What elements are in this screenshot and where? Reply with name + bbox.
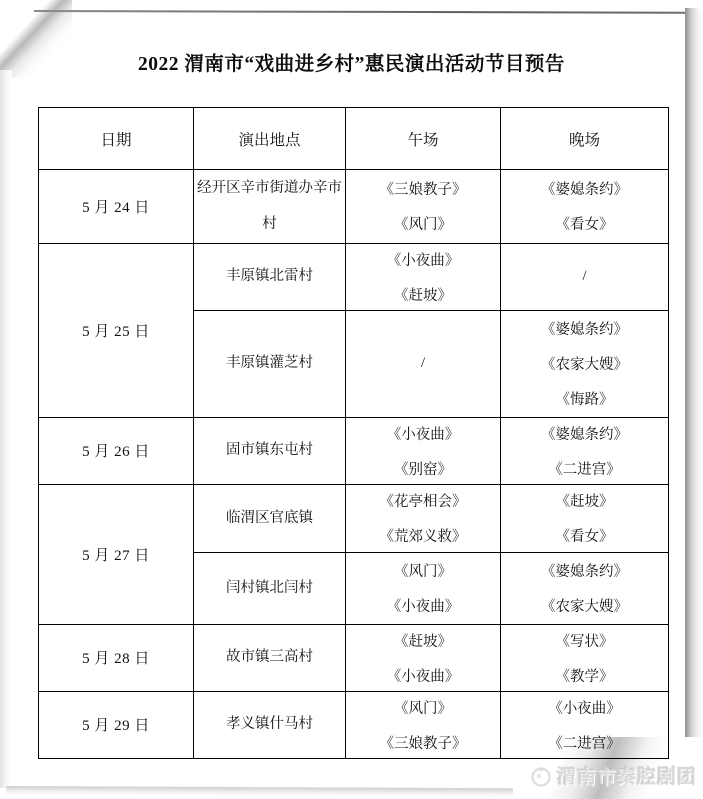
program-list xyxy=(501,178,668,234)
program-list xyxy=(346,249,500,305)
evening-program-cell xyxy=(501,310,669,417)
program-list xyxy=(346,630,500,686)
column-header: 午场 xyxy=(346,108,501,170)
program-list xyxy=(346,423,500,479)
program-title: 《风门》 xyxy=(394,217,452,234)
program-title: 《三娘教子》 xyxy=(379,182,467,199)
venue-cell: 闫村镇北闫村 xyxy=(194,552,346,624)
troupe-logo-icon xyxy=(529,764,553,788)
venue-cell: 经开区辛市街道办辛市村 xyxy=(194,170,346,244)
evening-program-cell xyxy=(501,243,669,310)
venue-cell: 孝义镇什马村 xyxy=(194,691,346,758)
venue-cell: 故市镇三高村 xyxy=(194,624,346,691)
program-title: 《二进宫》 xyxy=(548,735,621,752)
program-list xyxy=(501,423,668,479)
table-row xyxy=(39,624,669,691)
noon-program-cell xyxy=(346,552,501,624)
program-title: 《小夜曲》 xyxy=(386,668,460,685)
table-row xyxy=(39,170,669,244)
date-cell: 5 月 27 日 xyxy=(39,484,194,624)
paper-shadow-left xyxy=(0,70,12,788)
evening-program-cell xyxy=(501,417,669,484)
date-cell: 5 月 28 日 xyxy=(39,624,194,691)
program-title: 《风门》 xyxy=(394,700,452,717)
program-title: 《看女》 xyxy=(555,217,614,234)
program-title: 《写状》 xyxy=(555,633,614,650)
program-list xyxy=(346,560,500,616)
program-title: 《婆媳条约》 xyxy=(541,426,628,443)
program-title: 《小夜曲》 xyxy=(386,426,460,443)
program-title: 《荒郊义救》 xyxy=(379,529,467,545)
program-title: 《小夜曲》 xyxy=(386,252,460,269)
evening-program-cell xyxy=(501,691,669,758)
program-title: 《教学》 xyxy=(555,668,614,685)
program-title: 《农家大嫂》 xyxy=(541,599,628,615)
program-title: 《看女》 xyxy=(555,529,614,545)
column-header: 演出地点 xyxy=(194,108,346,170)
paper-shadow-bottom xyxy=(6,786,536,797)
noon-program-cell xyxy=(346,417,501,484)
table-header-row xyxy=(39,108,669,170)
program-title: 《二进宫》 xyxy=(548,461,621,478)
program-list xyxy=(501,560,668,616)
table-row xyxy=(39,417,669,484)
evening-program-cell xyxy=(501,484,669,552)
date-cell: 5 月 24 日 xyxy=(39,170,194,244)
evening-program-cell xyxy=(501,624,669,691)
paper-shadow-right xyxy=(685,8,703,772)
program-title: 《别窑》 xyxy=(394,461,452,478)
schedule-table-body xyxy=(39,170,669,759)
program-title: 《婆媳条约》 xyxy=(541,182,628,199)
date-cell: 5 月 29 日 xyxy=(39,691,194,758)
column-header: 日期 xyxy=(39,108,194,170)
table-row xyxy=(39,243,669,310)
noon-program-cell xyxy=(346,484,501,552)
program-title: 《赶坡》 xyxy=(555,494,614,510)
noon-program-cell xyxy=(346,691,501,758)
watermark-text: 渭南市秦腔剧团 xyxy=(556,767,697,788)
column-header: 晚场 xyxy=(501,108,669,170)
paper-edge-top xyxy=(34,10,686,14)
evening-program-cell xyxy=(501,170,669,244)
program-title: 《小夜曲》 xyxy=(386,599,460,615)
date-cell: 5 月 25 日 xyxy=(39,243,194,417)
page-title: 2022 渭南市“戏曲进乡村”惠民演出活动节目预告 xyxy=(138,54,565,75)
program-list xyxy=(501,318,668,409)
program-list xyxy=(501,630,668,686)
watermark xyxy=(529,762,697,789)
schedule-table xyxy=(38,107,669,759)
table-row xyxy=(39,691,669,758)
date-cell: 5 月 26 日 xyxy=(39,417,194,484)
noon-program-cell xyxy=(346,310,501,417)
venue-cell: 临渭区官底镇 xyxy=(194,484,346,552)
program-title: 《小夜曲》 xyxy=(548,700,621,717)
program-title: 《花亭相会》 xyxy=(379,494,467,510)
program-list xyxy=(346,490,500,546)
program-title: / xyxy=(582,268,587,284)
evening-program-cell xyxy=(501,552,669,624)
program-title: 《悔路》 xyxy=(555,392,614,408)
venue-cell: 固市镇东屯村 xyxy=(194,417,346,484)
noon-program-cell xyxy=(346,170,501,244)
program-list xyxy=(346,355,500,372)
program-title: 《三娘教子》 xyxy=(379,735,467,752)
noon-program-cell xyxy=(346,624,501,691)
table-row xyxy=(39,484,669,552)
program-list xyxy=(501,697,668,753)
program-title: 《赶坡》 xyxy=(394,633,452,650)
program-title: 《赶坡》 xyxy=(394,287,452,304)
venue-cell: 丰原镇灌芝村 xyxy=(194,310,346,417)
venue-cell: 丰原镇北雷村 xyxy=(194,243,346,310)
program-list xyxy=(501,490,668,546)
program-title: 《婆媳条约》 xyxy=(541,322,628,338)
program-title: 《婆媳条约》 xyxy=(541,564,628,580)
program-title: 《风门》 xyxy=(394,564,452,580)
program-title: 《农家大嫂》 xyxy=(541,357,628,373)
program-list xyxy=(346,178,500,234)
noon-program-cell xyxy=(346,243,501,310)
program-list xyxy=(501,268,668,285)
program-title: / xyxy=(420,355,426,371)
program-list xyxy=(346,697,500,753)
